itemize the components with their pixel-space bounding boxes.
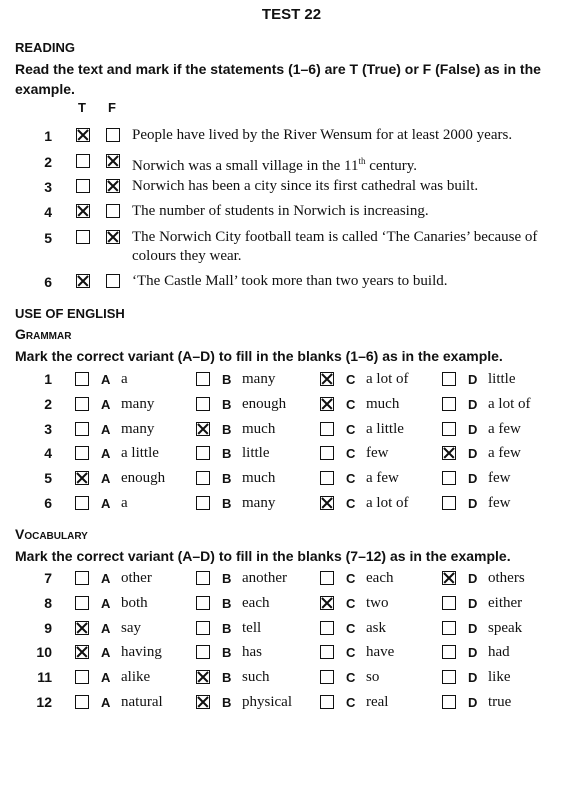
question-number: 10 [36,644,52,661]
option-checkbox-a[interactable] [75,496,89,510]
option-checkbox-d[interactable] [442,670,456,684]
option-letter: B [222,396,232,412]
true-checkbox[interactable] [76,179,90,193]
option-checkbox-d[interactable] [442,496,456,510]
question-number: 4 [44,445,52,462]
option-text: a little [366,420,404,437]
option-letter: A [101,421,111,437]
option-text: a [121,371,128,387]
test-title: TEST 22 [261,6,322,23]
option-text: many [242,495,276,511]
option-checkbox-b[interactable] [196,621,210,635]
option-letter: C [346,571,356,586]
option-text: few [488,495,511,511]
option-text: enough [242,395,287,412]
option-checkbox-b[interactable] [196,496,210,510]
option-text: say [121,619,141,636]
option-checkbox-c[interactable] [320,596,334,610]
option-letter: D [468,645,478,661]
option-checkbox-d[interactable] [442,372,456,386]
option-checkbox-a[interactable] [75,670,89,684]
option-text: physical [242,694,292,710]
option-checkbox-c[interactable] [320,446,334,460]
grammar-instruction: Mark the correct variant (A–D) to fill in the blanks (1–6) as in the example. [15,348,503,364]
option-text: each [242,594,270,611]
option-letter: D [468,471,478,487]
option-text: others [488,570,525,586]
option-letter: C [346,620,356,636]
option-text: other [121,570,152,586]
option-letter: C [346,595,356,611]
option-text: real [366,694,389,710]
option-letter: C [346,421,356,437]
option-letter: B [222,446,232,462]
option-text: alike [121,669,151,686]
option-checkbox-d[interactable] [442,397,456,411]
question-number: 8 [44,594,52,611]
option-checkbox-a[interactable] [75,372,89,386]
option-text: much [242,470,276,487]
option-checkbox-b[interactable] [196,670,210,684]
option-text: few [488,470,511,487]
option-letter: C [346,645,356,661]
option-checkbox-c[interactable] [320,422,334,436]
option-letter: B [222,471,232,487]
option-checkbox-b[interactable] [196,446,210,460]
false-checkbox[interactable] [106,179,120,193]
vocabulary-instruction: Mark the correct variant (A–D) to fill in the blanks (7–12) as in the example. [15,548,511,564]
option-letter: B [222,620,232,636]
option-checkbox-a[interactable] [75,645,89,659]
option-text: much [366,395,400,412]
option-text: having [121,644,162,661]
option-text: a lot of [366,371,409,387]
option-text: have [366,644,395,661]
question-number: 11 [37,669,52,686]
question-number: 1 [44,371,52,387]
false-checkbox[interactable] [106,154,120,168]
option-text: both [121,594,148,611]
option-checkbox-d[interactable] [442,621,456,635]
option-letter: B [222,496,232,511]
option-text: another [242,570,287,586]
option-checkbox-a[interactable] [75,471,89,485]
option-checkbox-a[interactable] [75,695,89,709]
option-text: enough [121,470,166,487]
option-text: so [366,669,380,686]
option-text: a lot of [488,395,531,412]
false-checkbox[interactable] [106,204,120,218]
reading-instruction: Read the text and mark if the statements (1–6) are T (True) or F (False) as in the example. [15,61,541,97]
option-text: a few [488,420,521,437]
option-letter: C [346,372,356,387]
option-checkbox-b[interactable] [196,596,210,610]
option-checkbox-b[interactable] [196,471,210,485]
statement-number: 2 [44,154,52,170]
option-text: a few [366,470,399,487]
option-checkbox-d[interactable] [442,645,456,659]
option-checkbox-d[interactable] [442,422,456,436]
option-letter: C [346,496,356,511]
question-number: 5 [44,470,52,487]
option-checkbox-c[interactable] [320,372,334,386]
option-text: ask [366,619,386,636]
option-checkbox-a[interactable] [75,621,89,635]
option-letter: A [101,645,111,661]
option-text: either [488,594,523,611]
statement-text: The Norwich City football team is called ‘The Canaries’ because of colours they wear. [132,229,538,264]
true-checkbox[interactable] [76,128,90,142]
option-checkbox-c[interactable] [320,571,334,585]
option-letter: A [101,670,111,686]
question-number: 9 [44,619,52,636]
statement-text: Norwich has been a city since its first cathedral was built. [132,178,479,194]
option-text: little [242,445,270,462]
option-letter: B [222,670,232,686]
statement-text: Norwich was a small village in the 11th century. [132,156,418,174]
option-text: such [242,669,270,686]
option-letter: D [468,446,478,462]
reading-heading: READING [15,40,75,55]
option-checkbox-b[interactable] [196,422,210,436]
statement-text: The number of students in Norwich is increasing. [132,203,429,219]
option-text: many [121,420,155,437]
option-letter: D [468,695,478,710]
option-checkbox-c[interactable] [320,695,334,709]
option-letter: A [101,620,111,636]
option-letter: D [468,620,478,636]
option-checkbox-b[interactable] [196,397,210,411]
option-letter: A [101,496,111,511]
option-text: a few [488,445,521,462]
option-letter: C [346,471,356,487]
vocabulary-heading: Vocabulary [15,526,88,542]
option-letter: C [346,695,356,710]
option-letter: A [101,396,111,412]
option-letter: B [222,421,232,437]
option-text: each [366,570,394,586]
true-checkbox[interactable] [76,204,90,218]
use-of-english-heading: USE OF ENGLISH [15,306,125,321]
true-checkbox[interactable] [76,230,90,244]
true-checkbox[interactable] [76,274,90,288]
column-false-header: F [108,100,116,115]
option-letter: D [468,396,478,412]
option-text: has [242,644,262,661]
option-letter: A [101,471,111,487]
option-checkbox-d[interactable] [442,596,456,610]
option-checkbox-c[interactable] [320,471,334,485]
option-checkbox-c[interactable] [320,645,334,659]
false-checkbox[interactable] [106,230,120,244]
option-text: like [488,669,511,686]
option-checkbox-d[interactable] [442,695,456,709]
option-letter: A [101,372,111,387]
option-letter: D [468,496,478,511]
true-checkbox[interactable] [76,154,90,168]
option-text: natural [121,694,163,710]
option-text: much [242,420,276,437]
option-checkbox-c[interactable] [320,496,334,510]
statement-number: 5 [44,230,52,246]
option-letter: A [101,446,111,462]
statement-number: 3 [44,179,52,195]
false-checkbox[interactable] [106,128,120,142]
question-number: 12 [36,694,52,710]
option-letter: C [346,396,356,412]
question-number: 2 [44,395,52,412]
option-checkbox-c[interactable] [320,397,334,411]
option-letter: A [101,571,111,586]
option-checkbox-a[interactable] [75,446,89,460]
option-letter: B [222,645,232,661]
option-letter: B [222,695,232,710]
option-checkbox-d[interactable] [442,571,456,585]
option-checkbox-c[interactable] [320,621,334,635]
option-checkbox-b[interactable] [196,571,210,585]
option-letter: A [101,695,111,710]
option-text: many [121,395,155,412]
statement-text: ‘The Castle Mall’ took more than two years to build. [132,273,448,289]
option-checkbox-a[interactable] [75,596,89,610]
option-letter: B [222,571,232,586]
option-text: true [488,694,512,710]
option-letter: C [346,670,356,686]
false-checkbox[interactable] [106,274,120,288]
option-text: had [488,644,510,661]
option-letter: A [101,595,111,611]
option-checkbox-d[interactable] [442,446,456,460]
option-letter: D [468,571,478,586]
option-letter: D [468,670,478,686]
option-checkbox-b[interactable] [196,695,210,709]
option-text: few [366,445,389,462]
option-letter: B [222,595,232,611]
statement-number: 4 [44,204,52,220]
option-checkbox-a[interactable] [75,571,89,585]
grammar-heading: Grammar [15,326,72,342]
statement-number: 6 [44,274,52,290]
option-checkbox-b[interactable] [196,645,210,659]
question-number: 3 [44,420,52,437]
question-number: 7 [44,570,52,586]
option-text: little [488,371,516,387]
question-number: 6 [44,495,52,511]
option-text: a little [121,445,159,462]
option-checkbox-d[interactable] [442,471,456,485]
option-text: two [366,594,389,611]
option-letter: D [468,595,478,611]
option-text: many [242,371,276,387]
option-text: tell [242,619,262,636]
option-text: a lot of [366,495,409,511]
option-checkbox-a[interactable] [75,397,89,411]
option-checkbox-c[interactable] [320,670,334,684]
option-letter: D [468,421,478,437]
column-true-header: T [78,100,86,115]
statement-number: 1 [44,128,52,144]
option-checkbox-b[interactable] [196,372,210,386]
option-letter: B [222,372,232,387]
option-letter: C [346,446,356,462]
option-text: a [121,495,128,511]
option-checkbox-a[interactable] [75,422,89,436]
statement-text: People have lived by the River Wensum for at least 2000 years. [132,127,513,143]
option-letter: D [468,372,478,387]
option-text: speak [488,619,523,636]
